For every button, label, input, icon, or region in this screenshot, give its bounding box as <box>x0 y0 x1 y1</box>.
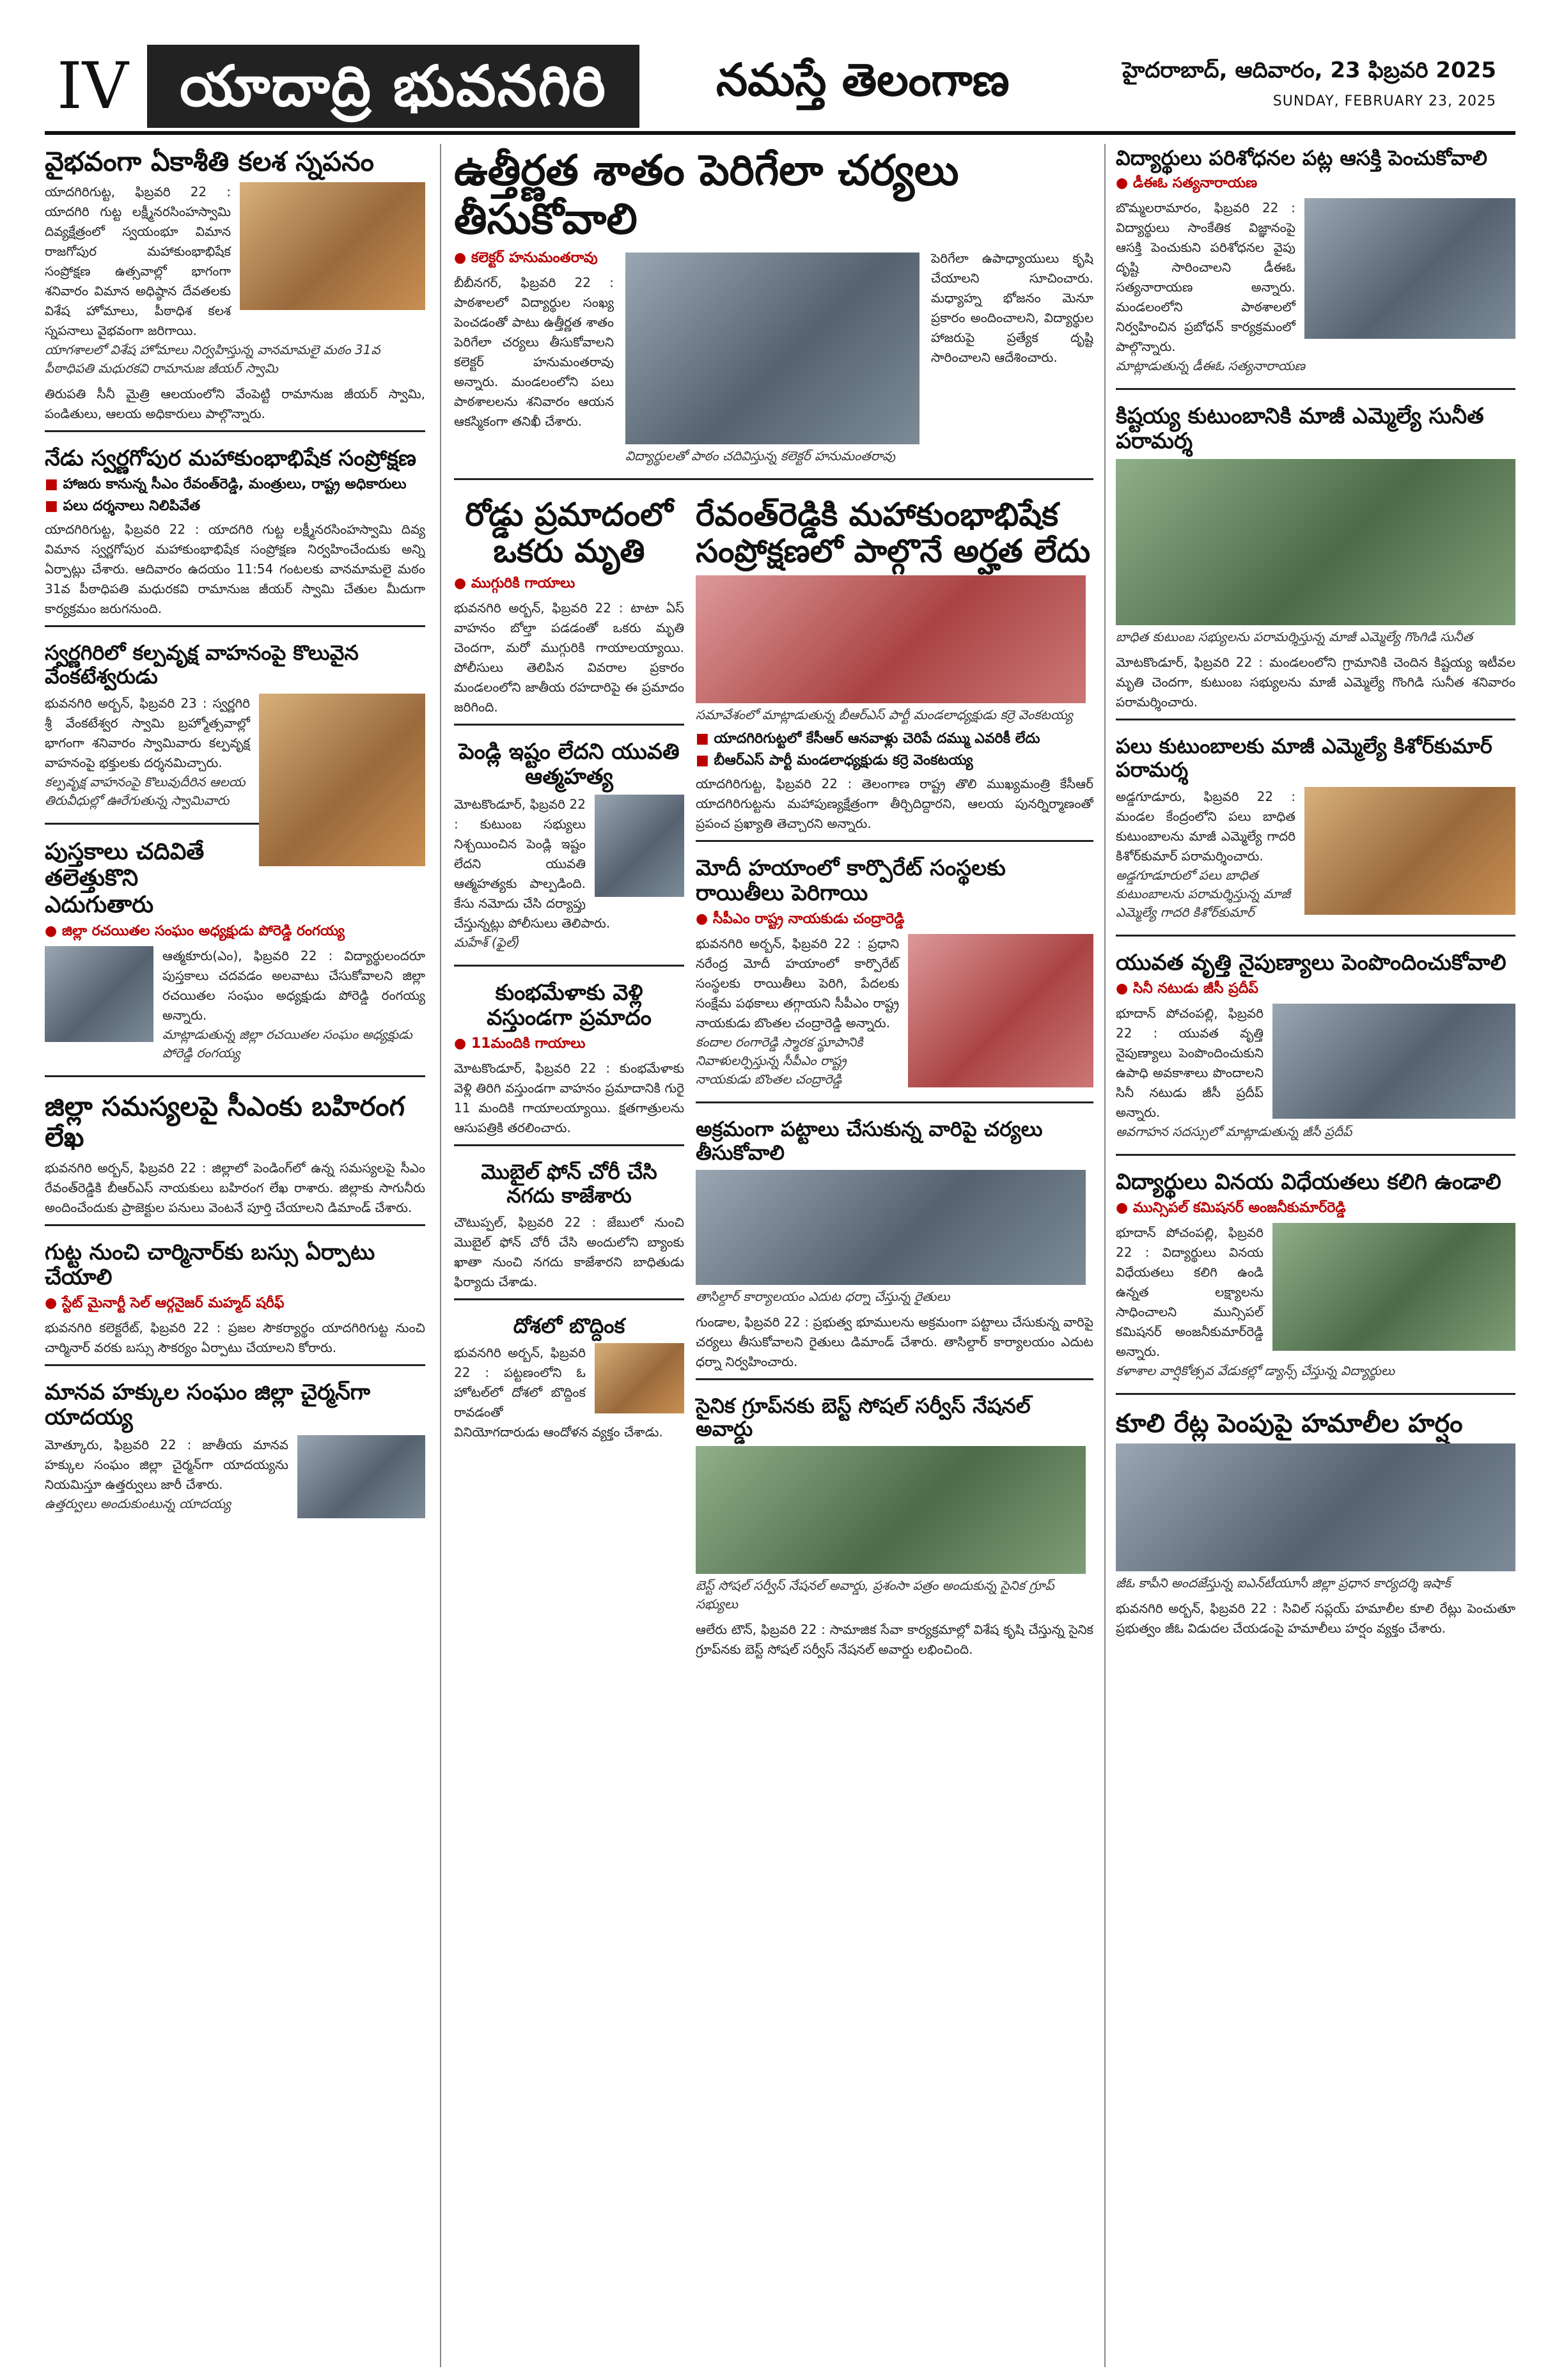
headline: ఉత్తీర్ణత శాతం పెరిగేలా చర్యలు తీసుకోవాలి <box>454 146 959 244</box>
story-open-letter <box>45 1091 425 1226</box>
headline: కిష్టయ్య కుటుంబానికి మాజీ ఎమ్మెల్యే సునీత పరామర్శ <box>1116 403 1484 454</box>
headline: గుట్ట నుంచి చార్మినార్‌కు బస్సు ఏర్పాటు చేయాలి <box>45 1239 375 1290</box>
headline: పలు కుటుంబాలకు మాజీ ఎమ్మెల్యే కిశోర్‌కుమార్ పరామర్శ <box>1116 733 1492 782</box>
story-body: భువనగిరి అర్బన్, ఫిబ్రవరి 22 : సివిల్ సప్లయ్ హమాలీల కూలి రేట్లు పెంచుతూ ప్రభుత్వం జీఓ విడుదల చేయడంపై హమాలీలు హర్షం వ్యక్తం చేశారు. <box>1116 1600 1515 1636</box>
column-divider <box>440 144 441 2367</box>
date-telugu: హైదరాబాద్, ఆదివారం, 23 ఫిబ్రవరి 2025 <box>1122 58 1496 83</box>
photo-caption: కళాశాల వార్షికోత్సవ వేడుకల్లో డ్యాన్స్ చేస్తున్న విద్యార్థులు <box>1116 1362 1395 1378</box>
masthead <box>45 45 1515 135</box>
photo-caption: అవగాహన సదస్సులో మాట్లాడుతున్న జీసీ ప్రదీప్ <box>1116 1123 1352 1139</box>
story-photo <box>45 946 153 1042</box>
byline: ● కలెక్టర్ హనుమంతరావు <box>454 250 614 269</box>
page-number: IV <box>57 49 129 123</box>
subheadline: ● ముగ్గురికి గాయాలు <box>454 575 684 595</box>
column-center <box>454 144 1093 2367</box>
section-name: యాదాద్రి భువనగిరి <box>147 45 639 128</box>
column-left <box>45 144 425 2367</box>
story-swarna-gopuram <box>45 446 425 627</box>
subheadline: ■ యాదగిరిగుట్టలో కేసీఆర్ ఆనవాళ్లు చెరిపే దమ్ము ఎవరికీ లేదు <box>696 731 1093 750</box>
story-sainika-award <box>696 1394 1093 1667</box>
story-bus <box>45 1240 425 1366</box>
story-body: యాదగిరిగుట్ట, ఫిబ్రవరి 22 : యాదగిరి గుట్ట లక్ష్మీనరసింహస్వామి దివ్యక్షేత్రంలో స్వయంభూ విమాన రాజగోపుర మహాకుంభాభిషేక సంప్రోక్షణ ఉత్సవాల్లో భాగంగా శనివారం విమాన అధిష్ఠాన దేవతలకు విశేష హోమాలు, పీఠాధిశ కలశ స్నపనాలు వైభవంగా జరిగాయి. <box>45 184 231 339</box>
photo-caption: విద్యార్థులతో పాఠం చదివిస్తున్న కలెక్టర్ హనుమంతరావు <box>625 447 896 463</box>
story-road-accident <box>454 497 684 726</box>
headline: విద్యార్థులు వినయ విధేయతలు కలిగి ఉండాలి <box>1116 1169 1501 1195</box>
byline: ● డీఈఓ సత్యనారాయణ <box>1116 175 1515 194</box>
story-photo <box>259 694 425 866</box>
headline: వైభవంగా ఏకాశీతి కలశ స్నపనం <box>45 146 374 177</box>
headline: కూలి రేట్ల పెంపుపై హమాలీల హర్షం <box>1116 1408 1463 1438</box>
headline: జిల్లా సమస్యలపై సీఎంకు బహిరంగ లేఖ <box>45 1091 405 1153</box>
story-photo <box>1116 459 1515 625</box>
story-body: మోత్కూరు, ఫిబ్రవరి 22 : జాతీయ మానవ హక్కుల సంఘం జిల్లా చైర్మన్‌గా యాదయ్యను నియమిస్తూ ఉత్తర్వులు జారీ చేశారు. <box>45 1437 288 1493</box>
story-text-left <box>454 249 614 472</box>
story-kishore-visit <box>1116 735 1515 937</box>
story-photo <box>1116 1443 1515 1571</box>
story-revanth-no-right <box>696 497 1093 842</box>
byline: ● మున్సిపల్ కమిషనర్ అంజనీకుమార్‌రెడ్డి <box>1116 1200 1515 1219</box>
headline: దోశలో బొద్దింక <box>513 1313 625 1338</box>
story-photo <box>1304 787 1515 915</box>
story-mobile-theft <box>454 1160 684 1300</box>
photo-caption: ఉత్తర్వులు అందుకుంటున్న యాదయ్య <box>45 1496 231 1512</box>
story-students-humility <box>1116 1170 1515 1395</box>
story-hamali-wages <box>1116 1409 1515 1645</box>
photo-caption: జీఓ కాపీని అందజేస్తున్న ఐఎన్‌టీయూసీ జిల్లా ప్రధాన కార్యదర్శి ఇషాక్ <box>1116 1575 1451 1591</box>
center-sub-column-left <box>454 494 684 1680</box>
story-photo <box>1304 198 1515 339</box>
photo-caption: మాట్లాడుతున్న జిల్లా రచయితల సంఘం అధ్యక్షుడు పోరెడ్డి రంగయ్య <box>162 1027 412 1061</box>
center-lower <box>454 494 1093 1680</box>
column-divider <box>1104 144 1106 2367</box>
story-photo <box>240 182 425 310</box>
story-body: యాదగిరిగుట్ట, ఫిబ్రవరి 22 : యాదగిరి గుట్ట లక్ష్మీనరసింహస్వామి దివ్య విమాన స్వర్ణగోపుర మహాకుంభాభిషేక సంప్రోక్షణ నిర్వహించేందుకు అన్ని ఏర్పాట్లు చేశారు. ఆదివారం ఉదయం 11:54 గంటలకు వానమామలై మఠం 31వ పీఠాధిపతి మధురకవి రామానుజ జీయర్ స్వామి చేతుల మీదుగా కార్యక్రమం జరుగనుంది. <box>45 522 425 617</box>
story-body: పెరిగేలా ఉపాధ్యాయులు కృషి చేయాలని సూచించారు. మధ్యాహ్న భోజనం మెనూ ప్రకారం అందించాలని, విద్యార్థుల హాజరుపై ప్రత్యేక దృష్టి సారించాలని ఆదేశించారు. <box>931 250 1093 365</box>
brand-name: నమస్తే తెలంగాణ <box>716 54 1010 106</box>
story-photo <box>696 1446 1086 1574</box>
story-body: మోటకొండూర్, ఫిబ్రవరి 22 : కుటుంబ సభ్యులు నిశ్చయించిన పెండ్లి ఇష్టం లేదని యువతి ఆత్మహత్యకు పాల్పడింది. కేసు నమోదు చేసి దర్యాప్తు చేస్తున్నట్లు పోలీసులు తెలిపారు. <box>454 796 611 931</box>
photo-caption: సమావేశంలో మాట్లాడుతున్న బీఆర్‌ఎస్ పార్టీ మండలాధ్యక్షుడు కర్రె వెంకటయ్య <box>696 706 1073 722</box>
story-photo <box>696 1170 1086 1285</box>
story-photo <box>908 934 1093 1087</box>
headline: పెండ్లి ఇష్టం లేదని యువతి ఆత్మహత్య <box>458 738 680 789</box>
column-right <box>1116 144 1515 2367</box>
subheadline: ● 11మందికి గాయాలు <box>454 1036 684 1055</box>
subheadline: ■ హాజరు కానున్న సీఎం రేవంత్‌రెడ్డి, మంత్రులు, రాష్ట్ర అధికారులు <box>45 476 425 495</box>
photo-caption: బాధిత కుటుంబ సభ్యులను పరామర్శిస్తున్న మాజీ ఎమ్మెల్యే గొంగిడి సునీత <box>1116 628 1473 644</box>
story-human-rights <box>45 1380 425 1526</box>
story-body: తిరుపతి సీనీ మైత్రి ఆలయంలోని వేంపెట్టి రామానుజ జీయర్ స్వామి, పండితులు, ఆలయ అధికారులు పాల్గొన్నారు. <box>45 386 425 422</box>
story-body: మోటకొండూర్, ఫిబ్రవరి 22 : కుంభమేళాకు వెళ్లి తిరిగి వస్తుండగా వాహనం ప్రమాదానికి గురై 11 మందికి గాయాలయ్యాయి. క్షతగాత్రులను ఆసుపత్రికి తరలించారు. <box>454 1061 684 1136</box>
story-photo <box>297 1435 425 1518</box>
story-photo <box>595 795 684 897</box>
subheadline: ■ బీఆర్‌ఎస్ పార్టీ మండలాధ్యక్షుడు కర్రె వెంకటయ్య <box>696 752 1093 772</box>
story-cockroach <box>454 1314 684 1449</box>
headline: సైనిక గ్రూప్‌నకు బెస్ట్ సోషల్ సర్వీస్ నేషనల్ అవార్డు <box>696 1393 1031 1442</box>
headline: విద్యార్థులు పరిశోధనల పట్ల ఆసక్తి పెంచుకోవాలి <box>1116 146 1487 170</box>
headline: రోడ్డు ప్రమాదంలో ఒకరు మృతి <box>465 495 673 570</box>
story-body: భువనగిరి అర్బన్, ఫిబ్రవరి 22 : ప్రధాని నరేంద్ర మోదీ హయాంలో కార్పొరేట్ సంస్థలకు రాయితీలు పెరిగి, పేదలకు సంక్షేమ పథకాలు తగ్గాయని సీపీఎం రాష్ట్ర నాయకుడు బొంతల చంద్రారెడ్డి అన్నారు. <box>696 935 899 1031</box>
story-kalpavruksha <box>45 641 425 825</box>
story-books <box>45 839 425 1077</box>
photo-caption: మహేశ్ (ఫైల్) <box>454 934 520 950</box>
story-columns <box>454 249 1093 472</box>
photo-caption: తాసిల్దార్ కార్యాలయం ఎదుట ధర్నా చేస్తున్న రైతులు <box>696 1288 950 1304</box>
headline: మోదీ హయాంలో కార్పొరేట్ సంస్థలకు రాయితీలు పెరిగాయి <box>696 855 1006 906</box>
byline: ● సినీ నటుడు జీసీ ప్రదీప్ <box>1116 981 1515 1000</box>
story-photo <box>696 575 1086 703</box>
story-kalasha-snapanam <box>45 146 425 432</box>
photo-caption: బెస్ట్ సోషల్ సర్వీస్ నేషనల్ అవార్డు, ప్రశంసా పత్రం అందుకున్న సైనిక గ్రూప్ సభ్యులు <box>696 1578 1054 1612</box>
story-body: భువనగిరి అర్బన్, ఫిబ్రవరి 22 : టాటా ఏస్ వాహనం బోల్తా పడడంతో ఒకరు మృతి చెందగా, మరో ముగ్గురికి గాయాలయ్యాయి. పోలీసులు తెలిపిన వివరాల ప్రకారం మండలంలోని జాతీయ రహదారిపై ఈ ప్రమాదం జరిగింది. <box>454 600 684 715</box>
story-text-right <box>931 249 1093 472</box>
photo-caption: కందాల రంగారెడ్డి స్మారక స్థూపానికి నివాళులర్పిస్తున్న సీపీఎం రాష్ట్ర నాయకుడు బొంతల చంద్రారెడ్డి <box>696 1034 863 1087</box>
story-body: బీబీనగర్, ఫిబ్రవరి 22 : పాఠశాలలో విద్యార్థుల సంఖ్య పెంచడంతో పాటు ఉత్తీర్ణత శాతం పెరిగేలా చర్యలు తీసుకోవాలని కలెక్టర్ హనుమంతరావు అన్నారు. మండలంలోని పలు పాఠశాలలను శనివారం ఆయన ఆకస్మికంగా తనిఖీ చేశారు. <box>454 274 614 429</box>
story-photo <box>595 1343 684 1413</box>
headline: మొబైల్ ఫోన్ చోరీ చేసి నగదు కాజేశారు <box>481 1160 657 1208</box>
story-body: మోటకొండూర్, ఫిబ్రవరి 22 : మండలంలోని గ్రామానికి చెందిన కిష్టయ్య ఇటీవల మృతి చెందగా, కుటుంబ సభ్యులను మాజీ ఎమ్మెల్యే గొంగిడి సునీత శనివారం పరామర్శించారు. <box>1116 654 1515 710</box>
story-body: భూదాన్ పోచంపల్లి, ఫిబ్రవరి 22 : విద్యార్థులు వినయ విధేయతలు కలిగి ఉండి ఉన్నత లక్ష్యాలను సాధించాలని మున్సిపల్ కమిషనర్ అంజనీకుమార్‌రెడ్డి అన్నారు. <box>1116 1224 1264 1359</box>
headline: రేవంత్‌రెడ్డికి మహాకుంభాభిషేక సంప్రోక్షణలో పాల్గొనే అర్హత లేదు <box>696 495 1091 570</box>
story-photo-block <box>625 249 919 472</box>
center-sub-column-right <box>696 494 1093 1680</box>
headline: కుంభమేళాకు వెళ్లి వస్తుండగా ప్రమాదం <box>487 979 652 1031</box>
story-photo <box>1272 1004 1515 1119</box>
story-body: గుండాల, ఫిబ్రవరి 22 : ప్రభుత్వ భూములను అక్రమంగా పట్టాలు చేసుకున్న వారిపై చర్యలు తీసుకోవాలని రైతులు డిమాండ్ చేశారు. తాసిల్దార్ కార్యాలయం ఎదుట ధర్నా నిర్వహించారు. <box>696 1314 1093 1369</box>
story-body: యాదగిరిగుట్ట, ఫిబ్రవరి 22 : తెలంగాణ రాష్ట్ర తొలి ముఖ్యమంత్రి కేసీఆర్ యాదగిరిగుట్టను మహాపుణ్యక్షేత్రంగా తీర్చిదిద్దారని, ఆలయ పునర్నిర్మాణంతో ప్రపంచ ప్రఖ్యాతి తెచ్చారని అన్నారు. <box>696 775 1093 831</box>
story-body: ఆలేరు టౌన్, ఫిబ్రవరి 22 : సామాజిక సేవా కార్యక్రమాల్లో విశేష కృషి చేస్తున్న సైనిక గ్రూప్‌నకు బెస్ట్ సోషల్ సర్వీస్ నేషనల్ అవార్డు లభించింది. <box>696 1622 1093 1658</box>
headline: యువత వృత్తి నైపుణ్యాలు పెంపొందించుకోవాలి <box>1116 949 1506 976</box>
story-suicide <box>454 740 684 967</box>
photo-caption: యాగశాలలో విశేష హోమాలు నిర్వహిస్తున్న వానమామలై మఠం 31వ పీఠాధిపతి మధురకవి రామానుజ జీయర్ స్వామి <box>45 342 380 377</box>
photo-caption: అడ్డగూడూరులో పలు బాధిత కుటుంబాలను పరామర్శిస్తున్న మాజీ ఎమ్మెల్యే గాదరి కిశోర్‌కుమార్ <box>1116 867 1290 920</box>
byline: ● స్టేట్ మైనార్టీ సెల్ ఆర్గనైజర్ మహ్మద్ షరీఫ్ <box>45 1295 425 1314</box>
headline: పుస్తకాలు చదివితే తలెత్తుకొని ఎదుగుతారు <box>45 838 205 918</box>
story-lead-pass-percentage <box>454 146 1093 480</box>
date-english: SUNDAY, FEBRUARY 23, 2025 <box>1272 93 1496 109</box>
story-kumbhamela-accident <box>454 981 684 1146</box>
headline: అక్రమంగా పట్టాలు చేసుకున్న వారిపై చర్యలు తీసుకోవాలి <box>696 1116 1043 1165</box>
story-sunitha-visit <box>1116 404 1515 720</box>
photo-caption: మాట్లాడుతున్న డీఈఓ సత్యనారాయణ <box>1116 357 1306 373</box>
headline: నేడు స్వర్ణగోపుర మహాకుంభాభిషేక సంప్రోక్షణ <box>45 446 416 472</box>
story-body: అడ్డగూడూరు, ఫిబ్రవరి 22 : మండల కేంద్రంలోని పలు బాధిత కుటుంబాలను మాజీ ఎమ్మెల్యే గాదరి కిశోర్‌కుమార్ పరామర్శించారు. <box>1116 788 1295 864</box>
story-photo <box>1272 1223 1515 1351</box>
headline: మానవ హక్కుల సంఘం జిల్లా చైర్మన్‌గా యాదయ్య <box>45 1379 371 1431</box>
byline: ● జిల్లా రచయితల సంఘం అధ్యక్షుడు పోరెడ్డి రంగయ్య <box>45 923 425 942</box>
byline: ● సీపీఎం రాష్ట్ర నాయకుడు చంద్రారెడ్డి <box>696 911 1093 930</box>
story-body: భువనగిరి అర్బన్, ఫిబ్రవరి 23 : స్వర్ణగిరి శ్రీ వేంకటేశ్వర స్వామి బ్రహ్మోత్సవాల్లో భాగంగా శనివారం స్వామివారు కల్పవృక్ష వాహనంపై భక్తులకు దర్శనమిచ్చారు. <box>45 695 250 770</box>
story-body: చౌటుప్పల్, ఫిబ్రవరి 22 : జేబులో నుంచి మొబైల్ ఫోన్ చోరీ చేసి అందులోని బ్యాంకు ఖాతా నుంచి నగదు కాజేశారని బాధితుడు ఫిర్యాదు చేశాడు. <box>454 1214 684 1289</box>
photo-caption: కల్పవృక్ష వాహనంపై కొలువుదీరిన ఆలయ తిరువీధుల్లో ఊరేగుతున్న స్వామివారు <box>45 774 246 808</box>
story-illegal-pattas <box>696 1117 1093 1380</box>
story-body: భువనగిరి కలెక్టరేట్, ఫిబ్రవరి 22 : ప్రజల సౌకర్యార్థం యాదగిరిగుట్ట నుంచి చార్మినార్ వరకు బస్సు సౌకర్యం ఏర్పాటు చేయాలని కోరారు. <box>45 1319 425 1355</box>
story-body: భూదాన్ పోచంపల్లి, ఫిబ్రవరి 22 : యువత వృత్తి నైపుణ్యాలు పెంపొందించుకుని ఉపాధి అవకాశాలు పొందాలని సినీ నటుడు జీసీ ప్రదీప్ అన్నారు. <box>1116 1005 1264 1120</box>
dateline <box>1122 58 1496 109</box>
story-body: భువనగిరి అర్బన్, ఫిబ్రవరి 22 : జిల్లాలో పెండింగ్‌లో ఉన్న సమస్యలపై సీఎం రేవంత్‌రెడ్డికి బీఆర్‌ఎస్ నాయకులు బహిరంగ లేఖ రాశారు. జిల్లాకు సాగునీరు అందించేందుకు ప్రాజెక్టుల పనులు వెంటనే పూర్తి చేయాలని డిమాండ్ చేశారు. <box>45 1160 425 1215</box>
story-photo <box>625 253 919 444</box>
story-cpm-corporate <box>696 856 1093 1103</box>
story-research-interest <box>1116 146 1515 390</box>
subheadline: ■ పలు దర్శనాలు నిలిపివేత <box>45 498 425 517</box>
story-body: భువనగిరి అర్బన్, ఫిబ్రవరి 22 : పట్టణంలోని ఓ హోటల్‌లో దోశలో బొద్దింక రావడంతో వినియోగదారుడు ఆందోళన వ్యక్తం చేశాడు. <box>454 1344 663 1440</box>
story-body: బొమ్మలరామారం, ఫిబ్రవరి 22 : విద్యార్థులు సాంకేతిక విజ్ఞానంపై ఆసక్తి పెంచుకుని పరిశోధనల వైపు దృష్టి సారించాలని డీఈఓ సత్యనారాయణ అన్నారు. మండలంలోని పాఠశాలలో నిర్వహించిన ప్రబోధన్ కార్యక్రమంలో పాల్గొన్నారు. <box>1116 199 1295 354</box>
story-body: ఆత్మకూరు(ఎం), ఫిబ్రవరి 22 : విద్యార్థులందరూ పుస్తకాలు చదవడం అలవాటు చేసుకోవాలని జిల్లా రచయితల సంఘం అధ్యక్షుడు పోరెడ్డి రంగయ్య అన్నారు. <box>162 948 425 1023</box>
story-youth-skills <box>1116 951 1515 1156</box>
headline: స్వర్ణగిరిలో కల్పవృక్ష వాహనంపై కొలువైన వేంకటేశ్వరుడు <box>45 641 359 689</box>
